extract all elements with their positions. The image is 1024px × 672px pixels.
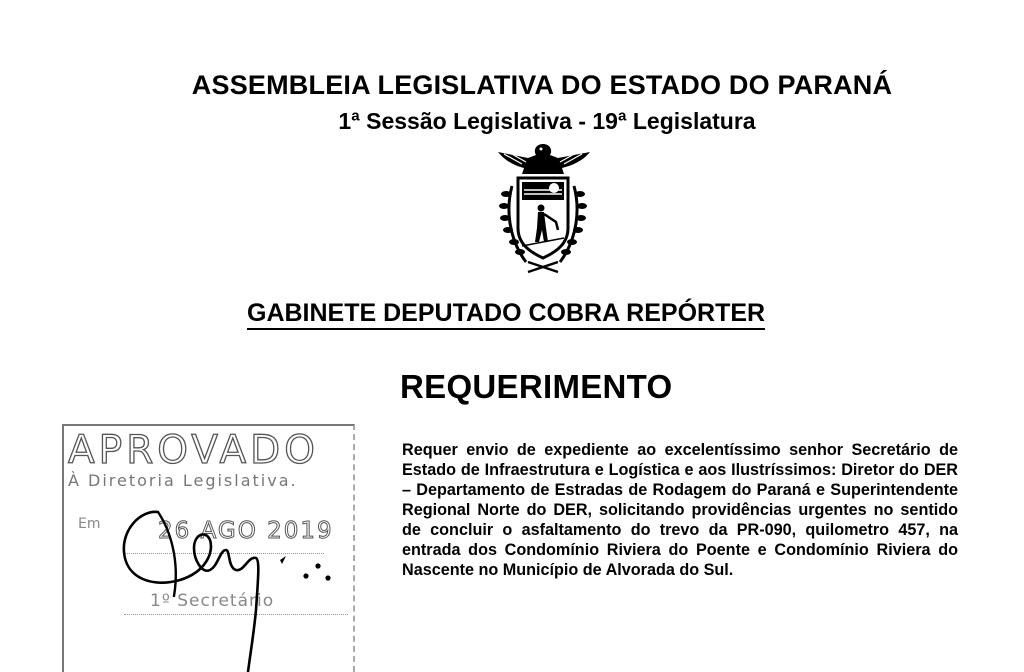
document-type-heading: REQUERIMENTO	[400, 368, 673, 405]
session-subtitle: 1ª Sessão Legislativa - 19ª Legislatura	[338, 108, 756, 134]
stamp-role: 1º Secretário	[150, 591, 275, 611]
stamp-date-prefix: Em	[78, 516, 101, 532]
institution-title: ASSEMBLEIA LEGISLATIVA DO ESTADO DO PARANÁ	[191, 70, 893, 100]
office-title: GABINETE DEPUTADO COBRA REPÓRTER	[247, 299, 765, 330]
stamp-destination: À Diretoria Legislativa.	[68, 471, 298, 490]
parana-coat-of-arms-icon	[478, 138, 608, 278]
stamp-status: APROVADO	[68, 428, 319, 473]
request-summary: Requer envio de expediente ao excelentíssimo senhor Secretário de Estado de Infraestrutura e Logística e aos Ilustríssimos: Diretor do DER – Departamento de Estradas de Rodagem do Paraná e Superintendente Regional Norte do DER, solicitando providências urgentes no sentido de concluir o asfaltamento do trevo da PR-090, quilometro 457, na entrada dos Condomínio Riviera do Poente e Condomínio Riviera do Nascente no Município de Alvorada do Sul.	[402, 441, 958, 579]
handwritten-signature	[110, 500, 350, 672]
stamp-date: 26 AGO 2019	[158, 518, 334, 544]
